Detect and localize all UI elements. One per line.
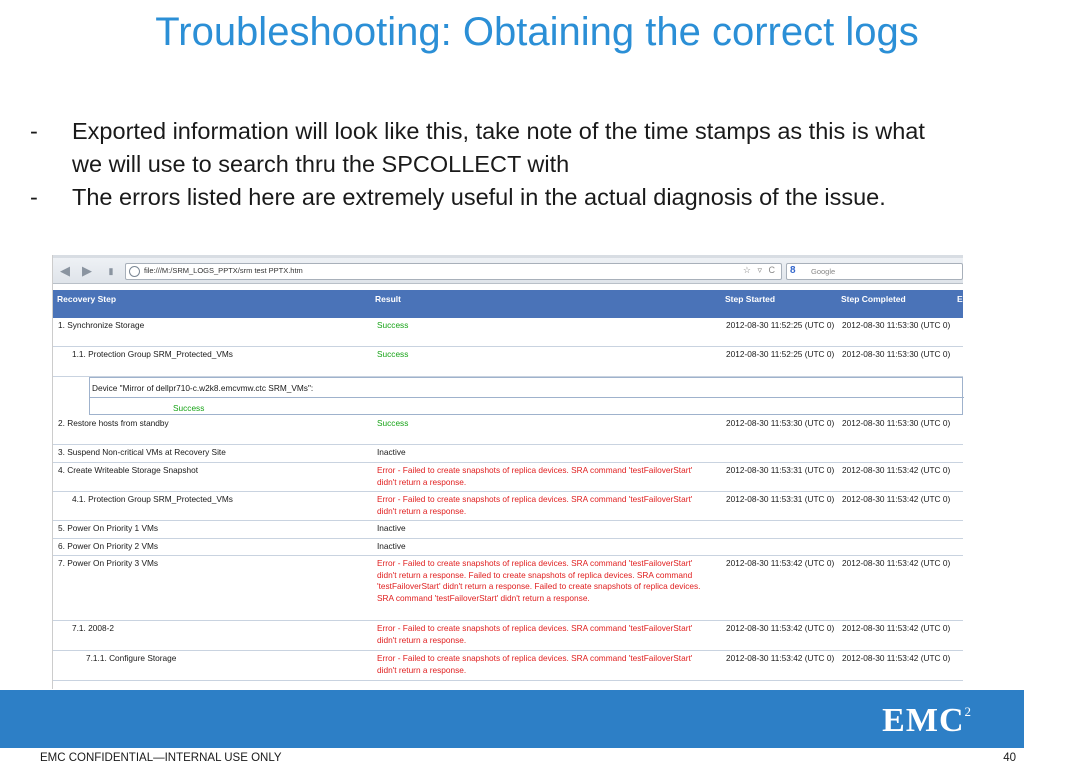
table-row (53, 521, 963, 539)
header-step-started: Step Started (725, 294, 776, 304)
header-step-completed: Step Completed (841, 294, 906, 304)
device-label: Device "Mirror of dellpr710-c.w2k8.emcvmw.ctc SRM_VMs": (92, 383, 314, 393)
footer-band (0, 690, 1024, 748)
step-result: Error - Failed to create snapshots of replica devices. SRA command 'testFailoverStart' didn't return a response. (377, 653, 693, 675)
step-completed-time: 2012-08-30 11:53:42 (UTC 0) (842, 465, 951, 475)
step-name: 4. Create Writeable Storage Snapshot (58, 465, 199, 475)
step-started-time: 2012-08-30 11:52:25 (UTC 0) (726, 349, 835, 359)
bullet-marker: - (30, 118, 38, 144)
step-result: Inactive (377, 523, 406, 533)
forward-arrow-icon[interactable]: ▶ (82, 263, 92, 278)
step-result: Error - Failed to create snapshots of replica devices. SRA command 'testFailoverStart' didn't return a response. Failed to create snapshots of replica devices. SRA command 'testFailoverStart' didn't return a response. Failed to create snapshots of replica devices. SRA command 'testFailoverStart' didn't return a response. (377, 558, 701, 603)
step-completed-time: 2012-08-30 11:53:30 (UTC 0) (842, 349, 951, 359)
table-row (53, 492, 963, 521)
step-result: Success (377, 320, 409, 330)
step-name: 7.1.1. Configure Storage (86, 653, 177, 663)
step-name: 2. Restore hosts from standby (58, 418, 169, 428)
device-detail (89, 377, 963, 415)
step-result: Success (377, 349, 409, 359)
step-result: Success (377, 418, 409, 428)
table-row (53, 416, 963, 445)
step-completed-time: 2012-08-30 11:53:42 (UTC 0) (842, 653, 951, 663)
table-row (53, 651, 963, 681)
step-name: 7.1. 2008-2 (72, 623, 114, 633)
table-row (53, 556, 963, 621)
browser-screenshot (52, 255, 962, 689)
step-name: 1. Synchronize Storage (58, 320, 145, 330)
step-started-time: 2012-08-30 11:53:31 (UTC 0) (726, 465, 835, 475)
step-started-time: 2012-08-30 11:52:25 (UTC 0) (726, 320, 835, 330)
step-result: Inactive (377, 447, 406, 457)
device-label-row (90, 378, 964, 398)
footer-confidential: EMC CONFIDENTIAL—INTERNAL USE ONLY (40, 752, 282, 764)
bullet-list (30, 115, 950, 214)
bullet-marker: - (30, 184, 38, 210)
table-row (53, 621, 963, 651)
search-bar[interactable] (786, 263, 963, 280)
step-name: 5. Power On Priority 1 VMs (58, 523, 159, 533)
title-region (0, 0, 1024, 70)
step-result: Error - Failed to create snapshots of replica devices. SRA command 'testFailoverStart' didn't return a response. (377, 465, 693, 487)
table-row (53, 445, 963, 463)
page-globe-icon (129, 266, 140, 277)
step-completed-time: 2012-08-30 11:53:42 (UTC 0) (842, 623, 951, 633)
table-row (53, 539, 963, 556)
step-started-time: 2012-08-30 11:53:42 (UTC 0) (726, 623, 835, 633)
header-result: Result (375, 294, 401, 304)
bullet-item (30, 115, 950, 181)
logo-superscript: 2 (964, 704, 972, 719)
step-completed-time: 2012-08-30 11:53:42 (UTC 0) (842, 558, 951, 568)
table-row (53, 318, 963, 347)
step-started-time: 2012-08-30 11:53:31 (UTC 0) (726, 494, 835, 504)
step-name: 1.1. Protection Group SRM_Protected_VMs (72, 349, 233, 359)
google-icon: 8 (790, 265, 796, 276)
search-placeholder: Google (811, 267, 836, 276)
step-name: 6. Power On Priority 2 VMs (58, 541, 159, 551)
step-completed-time: 2012-08-30 11:53:30 (UTC 0) (842, 320, 951, 330)
step-result: Error - Failed to create snapshots of replica devices. SRA command 'testFailoverStart' didn't return a response. (377, 494, 693, 516)
step-completed-time: 2012-08-30 11:53:30 (UTC 0) (842, 418, 951, 428)
step-started-time: 2012-08-30 11:53:30 (UTC 0) (726, 418, 835, 428)
step-result: Inactive (377, 541, 406, 551)
page-number: 40 (1003, 752, 1016, 764)
bullet-item (30, 181, 950, 214)
table-row (53, 463, 963, 492)
table-row (53, 347, 963, 377)
emc-logo (882, 702, 972, 740)
address-bar[interactable] (125, 263, 782, 280)
step-result: Error - Failed to create snapshots of replica devices. SRA command 'testFailoverStart' didn't return a response. (377, 623, 693, 645)
step-started-time: 2012-08-30 11:53:42 (UTC 0) (726, 558, 835, 568)
step-name: 7. Power On Priority 3 VMs (58, 558, 159, 568)
header-recovery-step: Recovery Step (57, 294, 117, 304)
step-started-time: 2012-08-30 11:53:42 (UTC 0) (726, 653, 835, 663)
device-status: Success (173, 403, 205, 413)
address-text: file:///M:/SRM_LOGS_PPTX/srm test PPTX.htm (144, 266, 303, 275)
step-completed-time: 2012-08-30 11:53:42 (UTC 0) (842, 494, 951, 504)
step-name: 3. Suspend Non-critical VMs at Recovery Site (58, 447, 226, 457)
back-arrow-icon[interactable]: ◀ (60, 263, 70, 278)
browser-toolbar (53, 258, 963, 284)
signal-icon: ▮ (108, 266, 114, 276)
step-name: 4.1. Protection Group SRM_Protected_VMs (72, 494, 233, 504)
bullet-text: The errors listed here are extremely useful in the actual diagnosis of the issue. (72, 184, 886, 210)
logo-text: EMC (882, 702, 965, 739)
slide-title: Troubleshooting: Obtaining the correct logs (155, 10, 919, 54)
bullet-text: Exported information will look like this, take note of the time stamps as this is what we will use to search thru the SPCOLLECT with (72, 118, 925, 177)
header-truncated-column: E (957, 294, 963, 304)
address-actions-icon[interactable]: ☆ ▿ C (742, 265, 777, 275)
report-header-row (53, 290, 963, 318)
